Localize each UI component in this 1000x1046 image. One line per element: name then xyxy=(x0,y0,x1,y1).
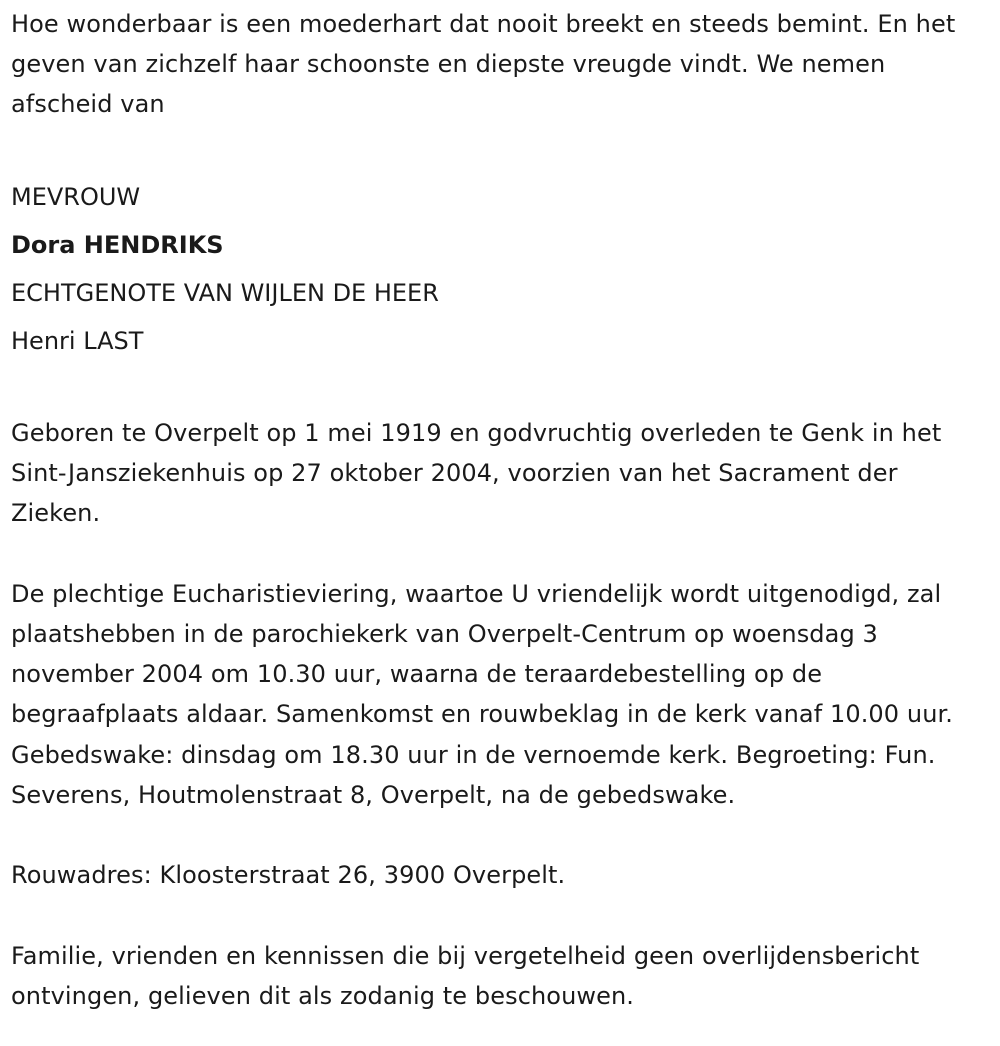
spacer xyxy=(11,373,990,413)
spacer xyxy=(11,534,990,574)
spacer xyxy=(11,895,990,935)
spacer xyxy=(11,815,990,855)
spacer xyxy=(11,125,990,165)
closing-paragraph: Familie, vrienden en kennissen die bij vergetelheid geen overlijdensbericht ontvingen, gelieven dit als zodanig te beschouwen. xyxy=(11,941,920,1010)
deceased-name: Dora HENDRIKS xyxy=(11,230,224,259)
ceremony-paragraph: De plechtige Eucharistieviering, waartoe U vriendelijk wordt uitgenodigd, zal plaatshebben in de parochiekerk van Overpelt-Centrum op woensdag 3 november 2004 om 10.30 uur, waarna de teraardebestelling op de begraafplaats aldaar. Samenkomst en rouwbeklag in de kerk vanaf 10.00 uur. Gebedswake: dinsdag om 18.30 uur in de vernoemde kerk. Begroeting: Fun. Severens, Houtmolenstraat 8, Overpelt, na de gebedswake. xyxy=(11,579,954,809)
spouse-name: Henri LAST xyxy=(11,326,144,355)
relation-line: ECHTGENOTE VAN WIJLEN DE HEER xyxy=(11,278,439,307)
title-line: MEVROUW xyxy=(11,182,141,211)
address-line: Rouwadres: Kloosterstraat 26, 3900 Overpelt. xyxy=(11,861,566,890)
intro-paragraph: Hoe wonderbaar is een moederhart dat nooit breekt en steeds bemint. En het geven van zichzelf haar schoonste en diepste vreugde vindt. We nemen afscheid van xyxy=(11,10,956,119)
birth-death-paragraph: Geboren te Overpelt op 1 mei 1919 en godvruchtig overleden te Genk in het Sint-Jansziekenhuis op 27 oktober 2004, voorzien van het Sacrament der Zieken. xyxy=(11,418,942,528)
deceased-block xyxy=(11,173,990,365)
